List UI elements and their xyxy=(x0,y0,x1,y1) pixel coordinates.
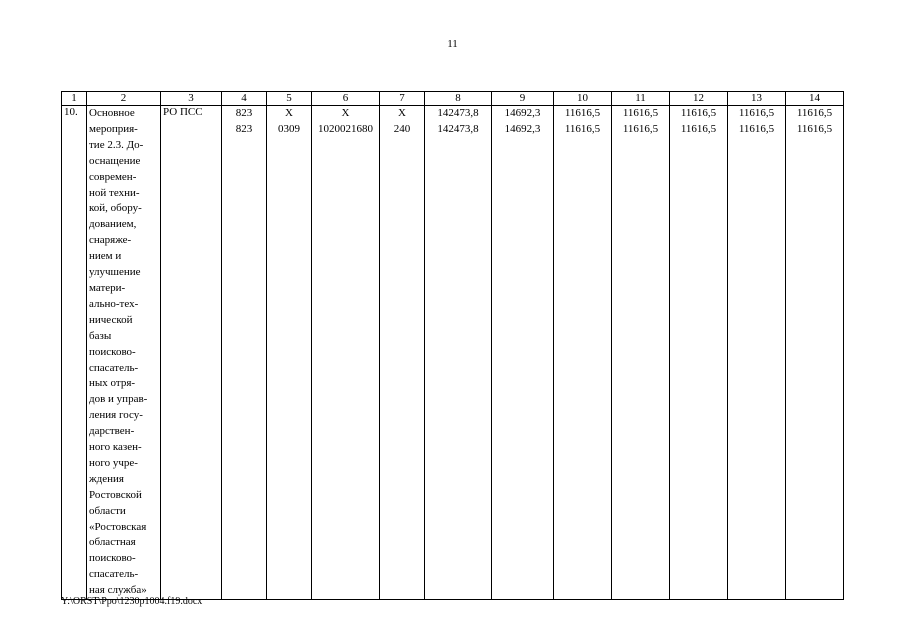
activity-name-line: мероприя- xyxy=(89,122,138,135)
activity-name-line: спасатель- xyxy=(89,361,139,374)
activity-name-line: кой, обору- xyxy=(89,202,142,215)
value-col-13-line-2: 11616,5 xyxy=(738,122,775,135)
activity-name-line: ная служба» xyxy=(89,584,147,597)
activity-name-line: нической xyxy=(89,313,133,326)
activity-name-line: Основное xyxy=(89,107,135,119)
activity-name-line: ных отря- xyxy=(89,377,136,390)
activity-name-line: ждения xyxy=(89,472,124,485)
value-col-14-line-1: 11616,5 xyxy=(796,107,833,119)
value-col-10 xyxy=(554,106,612,600)
activity-name-line: дованием, xyxy=(89,218,137,231)
table-header-row xyxy=(62,92,844,106)
activity-name-line: спасатель- xyxy=(89,568,139,581)
value-col-13-line-1: 11616,5 xyxy=(738,107,775,119)
activity-name-line: улучшение xyxy=(89,266,141,279)
activity-name-line: ного казен- xyxy=(89,441,142,454)
budget-table xyxy=(61,91,844,600)
page-number: 11 xyxy=(447,38,458,50)
column-number-2: 2 xyxy=(87,92,161,106)
column-number-14: 14 xyxy=(786,92,844,106)
value-col-8 xyxy=(425,106,492,600)
activity-name-line: тие 2.3. До- xyxy=(89,138,144,151)
column-number-10: 10 xyxy=(554,92,612,106)
activity-name-line: снаряже- xyxy=(89,234,132,247)
grbs-value-1: 823 xyxy=(235,107,253,119)
value-col-9-line-2: 14692,3 xyxy=(504,122,541,135)
activity-name-line: «Ростовская xyxy=(89,520,147,533)
value-col-11-line-1: 11616,5 xyxy=(622,107,659,119)
value-col-9-line-1: 14692,3 xyxy=(504,107,541,119)
activity-name-line: области xyxy=(89,504,126,517)
activity-name xyxy=(87,106,161,600)
file-path-footer: Y:\ORST\Ppo\1230p1004.f19.docx xyxy=(61,596,203,607)
activity-name-line: ного учре- xyxy=(89,456,138,469)
table-row xyxy=(62,106,844,600)
column-number-1: 1 xyxy=(62,92,87,106)
vr-value-1: Х xyxy=(398,107,406,119)
activity-name-line: ально-тех- xyxy=(89,297,139,310)
value-col-12-line-1: 11616,5 xyxy=(680,107,717,119)
value-col-14-line-2: 11616,5 xyxy=(796,122,833,135)
csr-value-1: Х xyxy=(341,107,350,119)
column-number-6: 6 xyxy=(312,92,380,106)
activity-name-line: областная xyxy=(89,536,136,549)
column-number-12: 12 xyxy=(670,92,728,106)
column-number-8: 8 xyxy=(425,92,492,106)
row-number: 10. xyxy=(62,106,87,600)
rzpr-value-1: Х xyxy=(285,107,293,119)
column-number-3: 3 xyxy=(161,92,222,106)
activity-name-line: базы xyxy=(89,329,112,342)
vr-value-2: 240 xyxy=(393,122,411,135)
value-col-14 xyxy=(786,106,844,600)
activity-name-line: нием и xyxy=(89,250,122,263)
value-col-9 xyxy=(492,106,554,600)
activity-name-line: поисково- xyxy=(89,345,136,358)
csr-value-2: 1020021680 xyxy=(318,122,373,135)
grbs-value-2: 823 xyxy=(235,122,253,135)
csr-cell xyxy=(312,106,380,600)
executor: РО ПСС xyxy=(161,106,222,600)
column-number-11: 11 xyxy=(612,92,670,106)
value-col-10-line-1: 11616,5 xyxy=(564,107,601,119)
column-number-13: 13 xyxy=(728,92,786,106)
activity-name-line: дов и управ- xyxy=(89,393,148,406)
activity-name-line: дарствен- xyxy=(89,425,135,438)
activity-name-line: матери- xyxy=(89,281,126,294)
value-col-8-line-2: 142473,8 xyxy=(437,122,479,135)
activity-name-line: ления госу- xyxy=(89,409,143,422)
value-col-11-line-2: 11616,5 xyxy=(622,122,659,135)
column-number-4: 4 xyxy=(222,92,267,106)
column-number-5: 5 xyxy=(267,92,312,106)
rzpr-value-2: 0309 xyxy=(278,122,300,135)
value-col-13 xyxy=(728,106,786,600)
value-col-8-line-1: 142473,8 xyxy=(437,107,479,119)
value-col-11 xyxy=(612,106,670,600)
grbs-cell xyxy=(222,106,267,600)
column-number-7: 7 xyxy=(380,92,425,106)
activity-name-line: поисково- xyxy=(89,552,136,565)
value-col-10-line-2: 11616,5 xyxy=(564,122,601,135)
column-number-9: 9 xyxy=(492,92,554,106)
activity-name-line: оснащение xyxy=(89,154,141,167)
activity-name-line: современ- xyxy=(89,170,137,183)
activity-name-line: Ростовской xyxy=(89,488,142,501)
vr-cell xyxy=(380,106,425,600)
activity-name-line: ной техни- xyxy=(89,186,140,199)
rzpr-cell xyxy=(267,106,312,600)
value-col-12-line-2: 11616,5 xyxy=(680,122,717,135)
value-col-12 xyxy=(670,106,728,600)
